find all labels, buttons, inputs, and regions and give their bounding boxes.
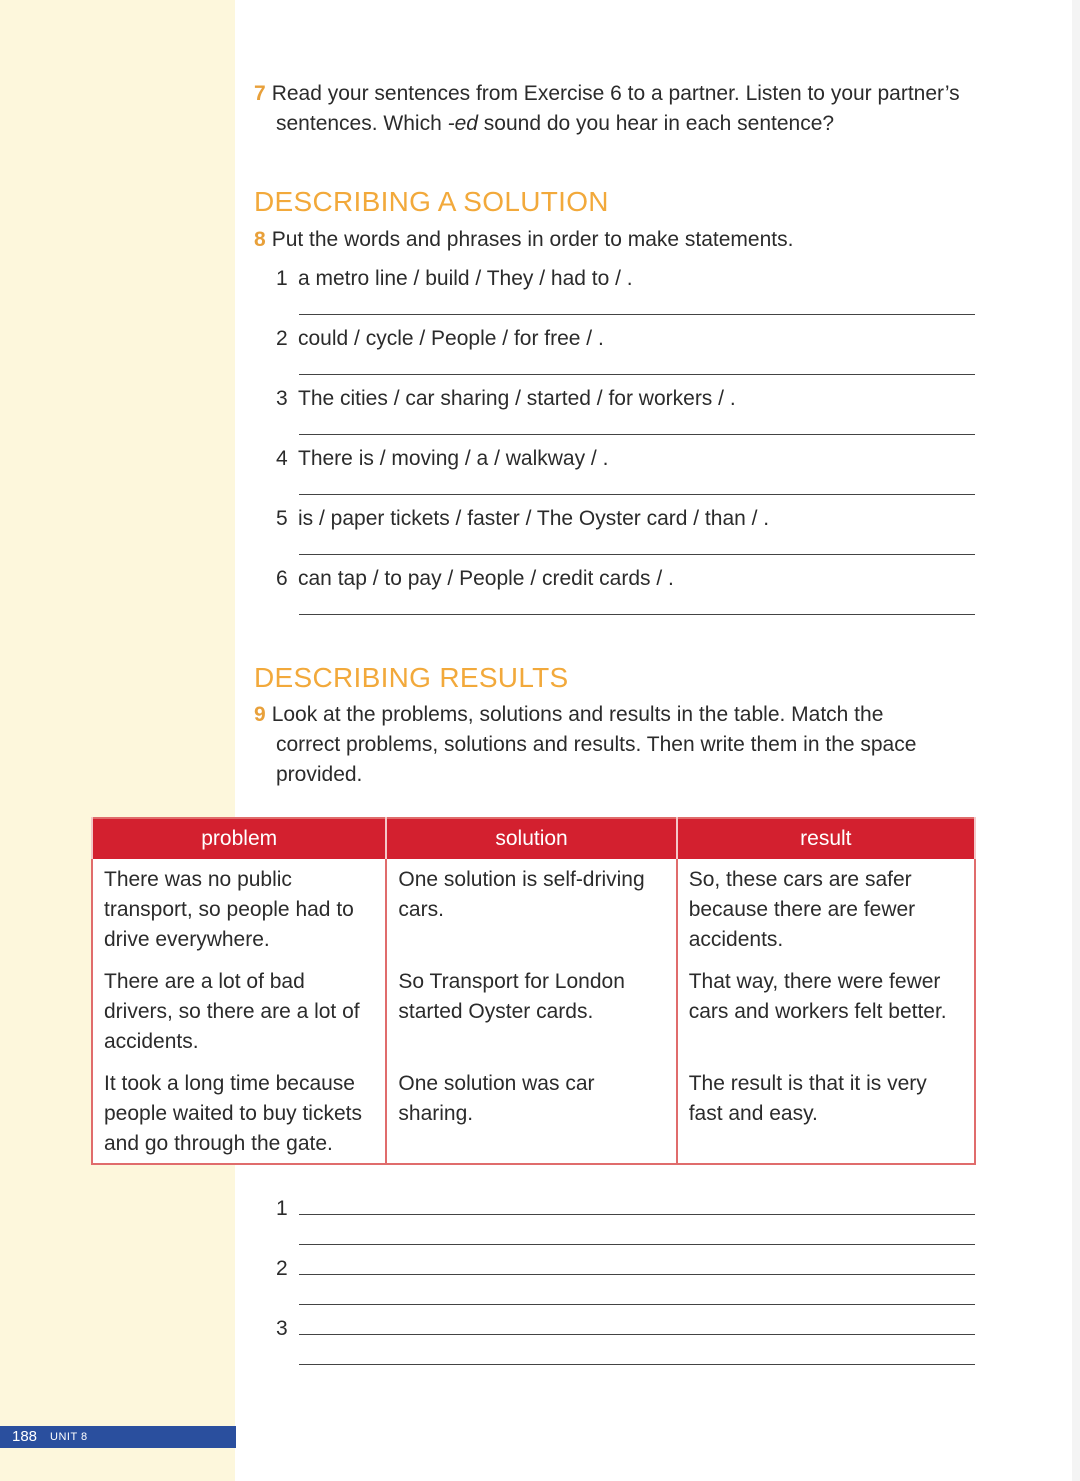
item-number: 5 <box>276 507 288 530</box>
answer-line[interactable] <box>299 1274 975 1275</box>
column-header-problem: problem <box>92 818 386 859</box>
table-cell: So, these cars are safer because there are fewer accidents. <box>677 859 975 961</box>
item-text: is / paper tickets / faster / The Oyster card / than / . <box>298 507 770 530</box>
answer-line[interactable] <box>299 1364 975 1365</box>
answer-number: 1 <box>276 1197 288 1220</box>
section-heading-results: DESCRIBING RESULTS <box>254 662 569 693</box>
table-cell: One solution was car sharing. <box>386 1063 676 1164</box>
answer-line[interactable] <box>299 1304 975 1305</box>
exercise-8 <box>254 225 974 255</box>
list-item <box>276 264 633 294</box>
table-cell: There are a lot of bad drivers, so there are a lot of accidents. <box>92 961 386 1063</box>
page-edge <box>1072 0 1080 1481</box>
answer-line[interactable] <box>299 1214 975 1215</box>
exercise-7-text-b: sound do you hear in each sentence? <box>477 112 835 135</box>
unit-label: UNIT 8 <box>50 1431 88 1443</box>
list-item <box>276 444 608 474</box>
table-cell: That way, there were fewer cars and workers felt better. <box>677 961 975 1063</box>
exercise-number: 7 <box>254 82 266 105</box>
page-number: 188 <box>12 1428 38 1445</box>
item-number: 4 <box>276 447 288 470</box>
list-item <box>276 564 674 594</box>
table-cell: There was no public transport, so people had to drive everywhere. <box>92 859 386 961</box>
exercise-7-text-a: Read your sentences from Exercise 6 to a partner. Listen to your partner’s sentences. Which <box>271 82 960 135</box>
exercise-number: 9 <box>254 703 266 726</box>
exercise-number: 8 <box>254 228 266 251</box>
item-text: could / cycle / People / for free / . <box>298 327 604 350</box>
list-item <box>276 384 736 414</box>
item-number: 2 <box>276 327 288 350</box>
table-cell: So Transport for London started Oyster cards. <box>386 961 676 1063</box>
table-cell: One solution is self-driving cars. <box>386 859 676 961</box>
column-header-solution: solution <box>386 818 676 859</box>
table-row <box>92 859 975 961</box>
answer-number: 3 <box>276 1317 288 1340</box>
answer-line[interactable] <box>299 614 975 615</box>
table-row <box>92 1063 975 1164</box>
list-item <box>276 504 769 534</box>
table-row <box>92 961 975 1063</box>
item-number: 3 <box>276 387 288 410</box>
item-text: can tap / to pay / People / credit cards / . <box>298 567 674 590</box>
side-band <box>0 0 235 1481</box>
answer-line[interactable] <box>299 374 975 375</box>
list-item <box>276 324 604 354</box>
column-header-result: result <box>677 818 975 859</box>
answer-line[interactable] <box>299 494 975 495</box>
section-heading-solution: DESCRIBING A SOLUTION <box>254 186 609 217</box>
item-text: There is / moving / a / walkway / . <box>298 447 609 470</box>
table-cell: The result is that it is very fast and easy. <box>677 1063 975 1164</box>
answer-line[interactable] <box>299 554 975 555</box>
table-header-row <box>92 818 975 859</box>
exercise-9 <box>254 700 926 790</box>
exercise-7-text-italic: -ed <box>447 112 478 135</box>
table-cell: It took a long time because people waited to buy tickets and go through the gate. <box>92 1063 386 1164</box>
item-text: The cities / car sharing / started / for workers / . <box>298 387 736 410</box>
answer-line[interactable] <box>299 434 975 435</box>
exercise-8-instruction: Put the words and phrases in order to make statements. <box>271 228 794 251</box>
answer-line[interactable] <box>299 314 975 315</box>
exercise-9-instruction: Look at the problems, solutions and results in the table. Match the correct problems, solutions and results. Then write them in the space provided. <box>271 703 917 786</box>
item-number: 6 <box>276 567 288 590</box>
item-text: a metro line / build / They / had to / . <box>298 267 633 290</box>
answer-line[interactable] <box>299 1334 975 1335</box>
matching-table <box>91 817 976 1165</box>
item-number: 1 <box>276 267 288 290</box>
page-footer <box>0 1426 236 1448</box>
answer-line[interactable] <box>299 1244 975 1245</box>
answer-number: 2 <box>276 1257 288 1280</box>
exercise-7 <box>254 79 996 139</box>
